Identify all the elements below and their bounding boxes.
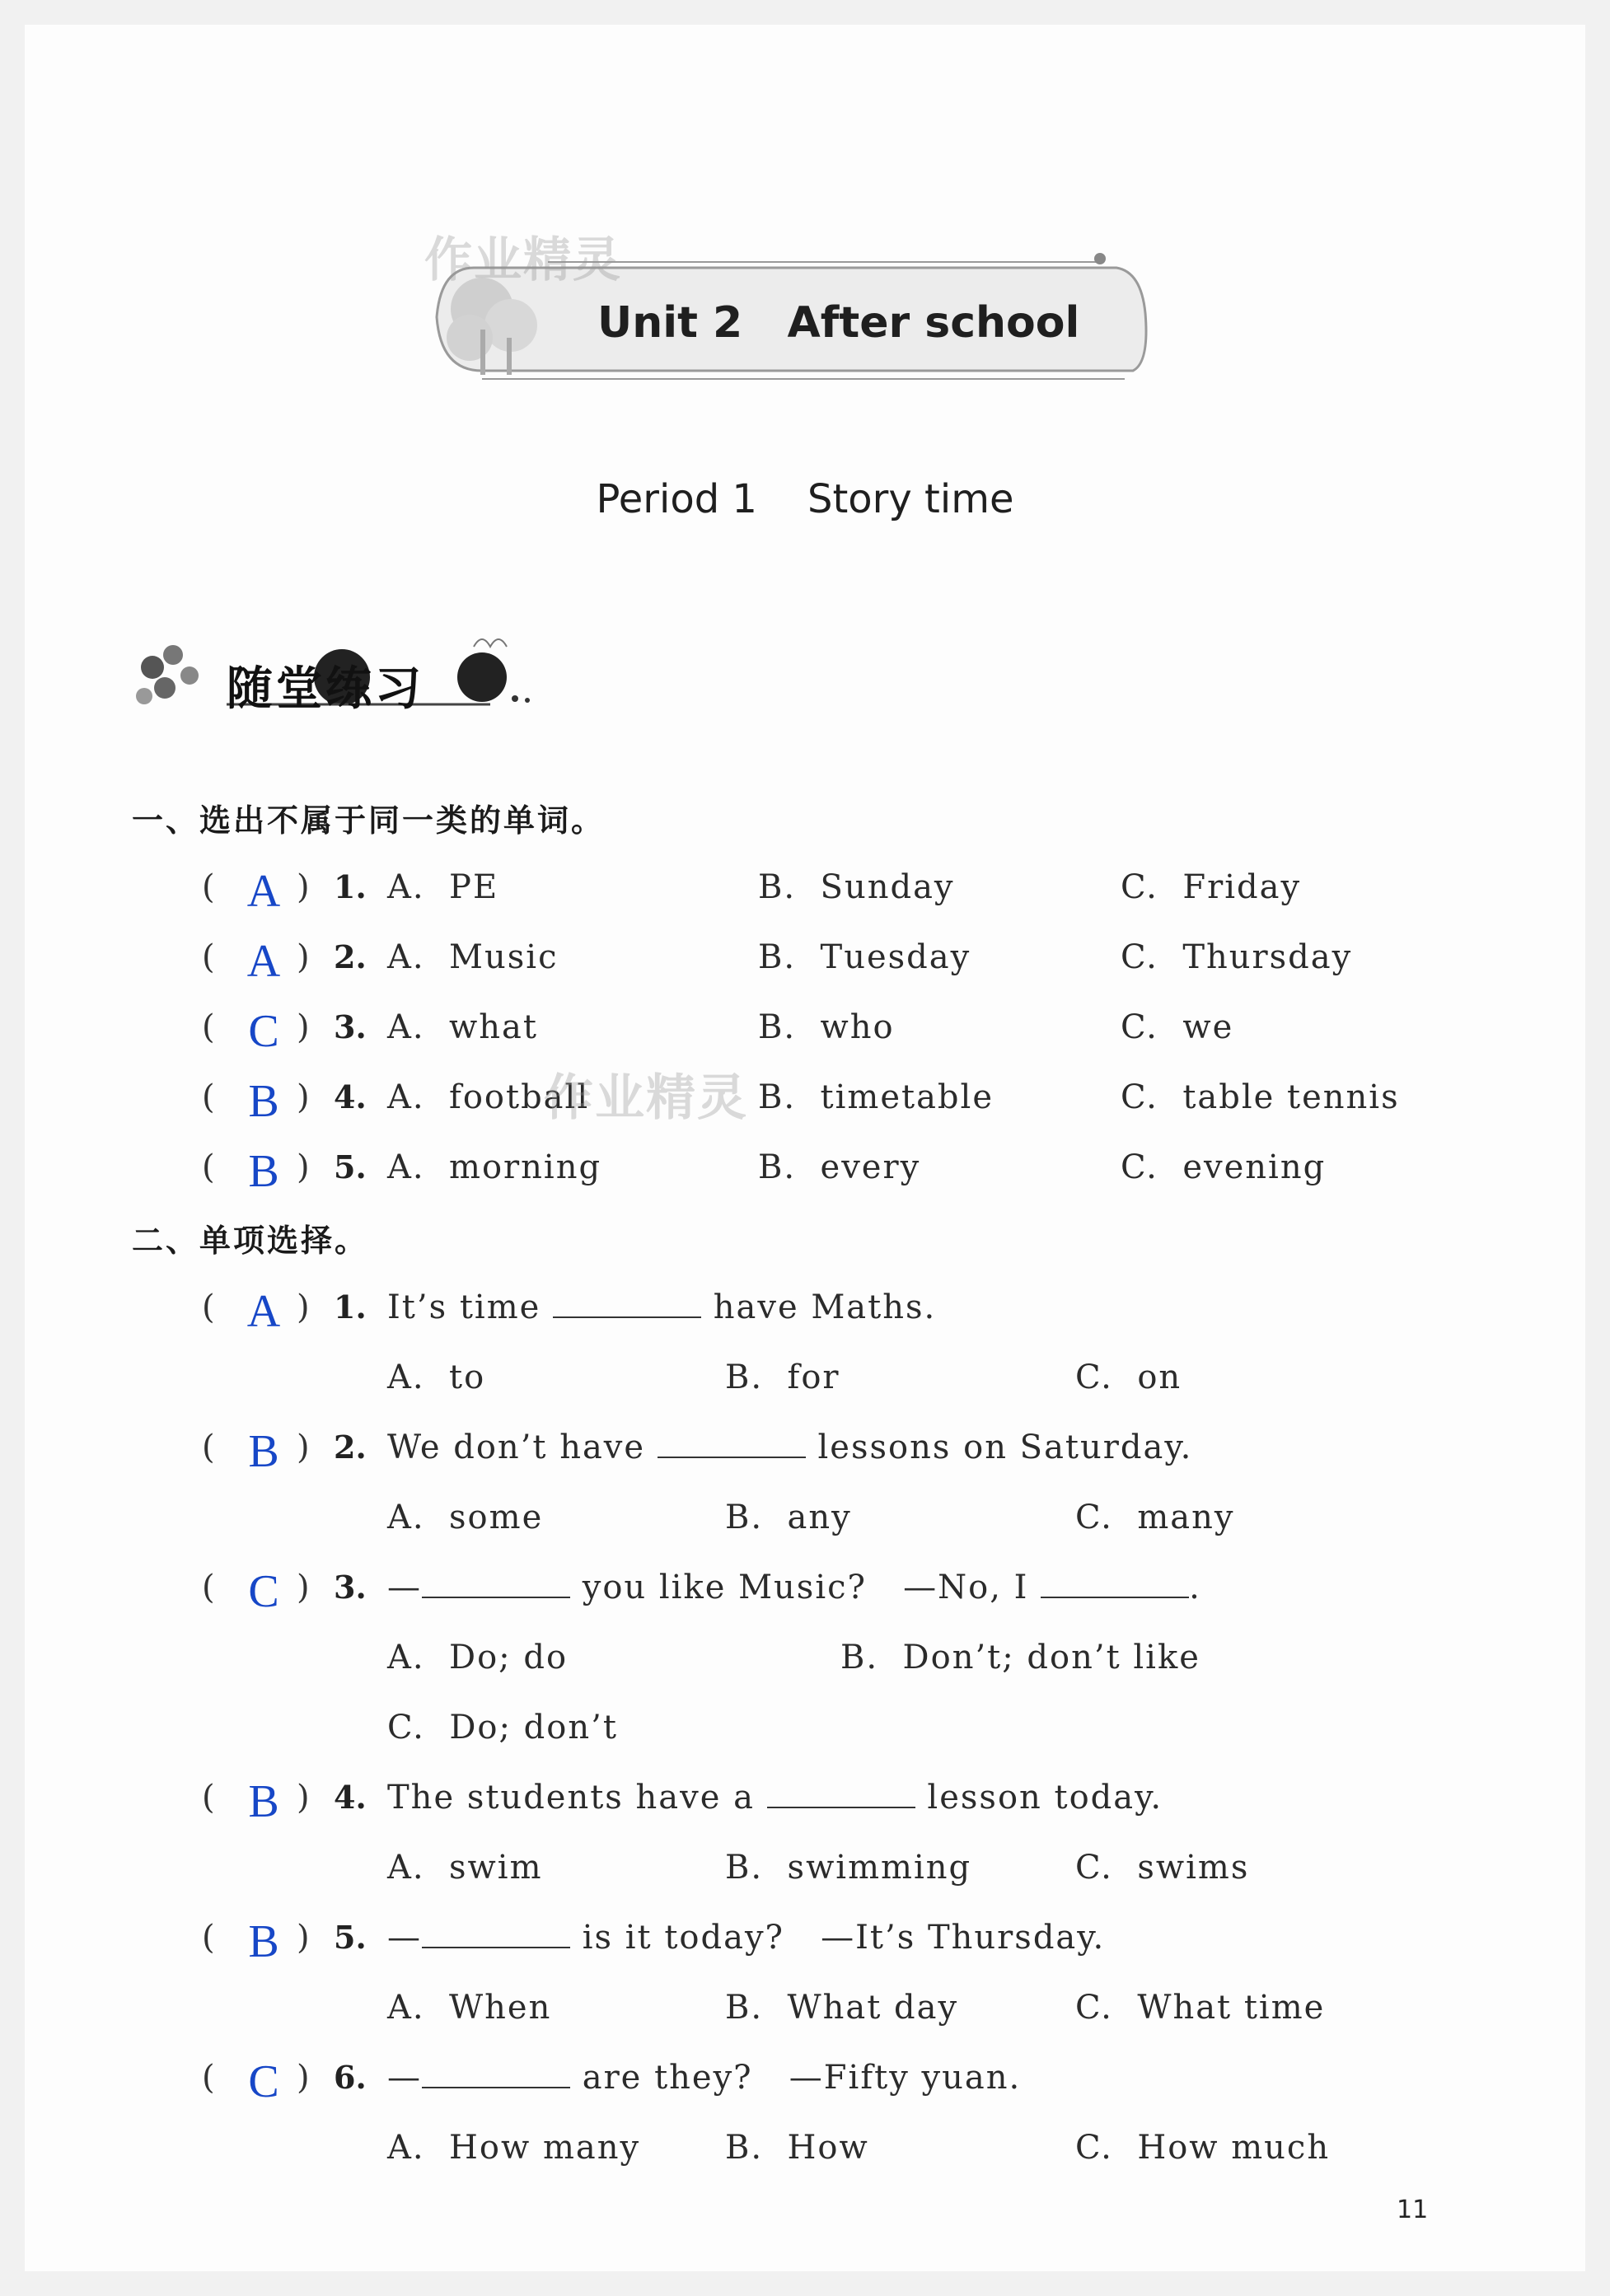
answer: A (246, 866, 281, 917)
watermark-top: 作业精灵 (424, 231, 623, 288)
answer-blank (422, 1919, 570, 1948)
s1-question-5 (0, 1145, 1610, 1203)
s2-options-2 (0, 1495, 1610, 1553)
question-number: 1. (334, 1288, 367, 1326)
option-c: C. How much (1075, 2129, 1331, 2167)
option-c: C. table tennis (1121, 1078, 1400, 1116)
s2-question-2 (0, 1425, 1610, 1483)
option-c: C. Friday (1121, 868, 1302, 906)
option-a: A. When (387, 1989, 552, 2027)
paren-right: ) (297, 1569, 310, 1606)
question-number: 5. (334, 1919, 367, 1956)
s2-question-4 (0, 1775, 1610, 1833)
answer-blank (422, 2059, 570, 2088)
s1-question-3 (0, 1005, 1610, 1063)
paren-left: ( (202, 1288, 215, 1326)
practice-badge (128, 626, 540, 725)
question-stem: The students have a lesson today. (387, 1779, 1163, 1817)
option-c: C. What time (1075, 1989, 1326, 2027)
answer: C (248, 1006, 279, 1057)
answer: B (248, 1426, 279, 1477)
answer-blank (422, 1569, 570, 1598)
answer: B (248, 1776, 279, 1827)
s2-options-1 (0, 1355, 1610, 1413)
question-stem: — is it today? —It’s Thursday. (387, 1919, 1106, 1957)
question-number: 2. (334, 938, 367, 975)
answer-blank (553, 1288, 701, 1318)
question-number: 4. (334, 1779, 367, 1816)
option-b: B. How (725, 2129, 869, 2167)
option-a: A. football (387, 1078, 590, 1116)
answer: C (248, 1566, 279, 1617)
option-c: C. evening (1121, 1148, 1327, 1186)
question-number: 4. (334, 1078, 367, 1115)
option-c: C. many (1075, 1499, 1235, 1536)
paren-left: ( (202, 1569, 215, 1606)
paren-right: ) (297, 2059, 310, 2097)
s2-options-4 (0, 1845, 1610, 1903)
paren-left: ( (202, 2059, 215, 2097)
paren-right: ) (297, 938, 310, 976)
paren-right: ) (297, 1429, 310, 1466)
s2-options-6 (0, 2125, 1610, 2183)
answer: A (246, 1286, 281, 1337)
question-number: 6. (334, 2059, 367, 2096)
s2-options-3c (0, 1705, 1610, 1763)
option-c: C. Do; don’t (387, 1709, 618, 1747)
answer: B (248, 1146, 279, 1197)
option-b: B. Sunday (758, 868, 955, 906)
s2-question-1 (0, 1285, 1610, 1343)
option-b: B. Don’t; don’t like (840, 1639, 1200, 1676)
paren-left: ( (202, 868, 215, 906)
unit-title: Unit 2 After school (597, 298, 1080, 348)
option-a: A. Music (387, 938, 559, 976)
paren-right: ) (297, 1288, 310, 1326)
s1-question-4 (0, 1075, 1610, 1133)
page-number: 11 (1397, 2195, 1429, 2224)
s1-question-2 (0, 935, 1610, 993)
answer-blank (1041, 1569, 1189, 1598)
option-a: A. to (387, 1358, 486, 1396)
period-title: Period 1 Story time (596, 476, 1014, 522)
answer-blank (767, 1779, 915, 1808)
paren-right: ) (297, 1008, 310, 1046)
option-a: A. How many (387, 2129, 641, 2167)
paren-left: ( (202, 1429, 215, 1466)
s2-question-3 (0, 1565, 1610, 1623)
question-number: 1. (334, 868, 367, 905)
question-stem: We don’t have lessons on Saturday. (387, 1429, 1193, 1466)
answer: B (248, 1916, 279, 1967)
option-b: B. Tuesday (758, 938, 971, 976)
paren-left: ( (202, 1078, 215, 1116)
paren-right: ) (297, 1148, 310, 1186)
answer: A (246, 936, 281, 987)
paren-left: ( (202, 1779, 215, 1817)
s1-question-1 (0, 865, 1610, 923)
option-a: A. morning (387, 1148, 602, 1186)
question-number: 5. (334, 1148, 367, 1185)
option-b: B. who (758, 1008, 895, 1046)
question-stem: — are they? —Fifty yuan. (387, 2059, 1022, 2097)
option-c: C. we (1121, 1008, 1234, 1046)
option-a: A. Do; do (387, 1639, 569, 1676)
paren-right: ) (297, 868, 310, 906)
paren-right: ) (297, 1779, 310, 1817)
option-b: B. for (725, 1358, 840, 1396)
paren-left: ( (202, 1148, 215, 1186)
question-number: 3. (334, 1008, 367, 1045)
paren-left: ( (202, 938, 215, 976)
answer-blank (658, 1429, 806, 1458)
section1-heading: 一、选出不属于同一类的单词。 (132, 802, 606, 839)
option-a: A. swim (387, 1849, 543, 1887)
option-a: A. what (387, 1008, 538, 1046)
option-a: A. PE (387, 868, 499, 906)
s2-options-3 (0, 1635, 1610, 1693)
badge-label: 随堂练习 (227, 662, 424, 716)
option-b: B. any (725, 1499, 852, 1536)
option-c: C. on (1075, 1358, 1182, 1396)
option-c: C. Thursday (1121, 938, 1353, 976)
paren-left: ( (202, 1008, 215, 1046)
question-stem: — you like Music? —No, I . (387, 1569, 1201, 1606)
section2-heading: 二、单项选择。 (132, 1223, 369, 1259)
answer: C (248, 2056, 279, 2107)
paren-left: ( (202, 1919, 215, 1957)
paren-right: ) (297, 1078, 310, 1116)
option-b: B. every (758, 1148, 921, 1186)
question-number: 3. (334, 1569, 367, 1606)
option-b: B. timetable (758, 1078, 994, 1116)
option-b: B. What day (725, 1989, 959, 2027)
s2-question-5 (0, 1915, 1610, 1973)
s2-options-5 (0, 1985, 1610, 2043)
question-number: 2. (334, 1429, 367, 1466)
paren-right: ) (297, 1919, 310, 1957)
option-a: A. some (387, 1499, 544, 1536)
watermark-middle: 作业精灵 (544, 1069, 748, 1127)
option-b: B. swimming (725, 1849, 972, 1887)
s2-question-6 (0, 2055, 1610, 2113)
answer: B (248, 1076, 279, 1127)
option-c: C. swims (1075, 1849, 1250, 1887)
question-stem: It’s time have Maths. (387, 1288, 937, 1326)
